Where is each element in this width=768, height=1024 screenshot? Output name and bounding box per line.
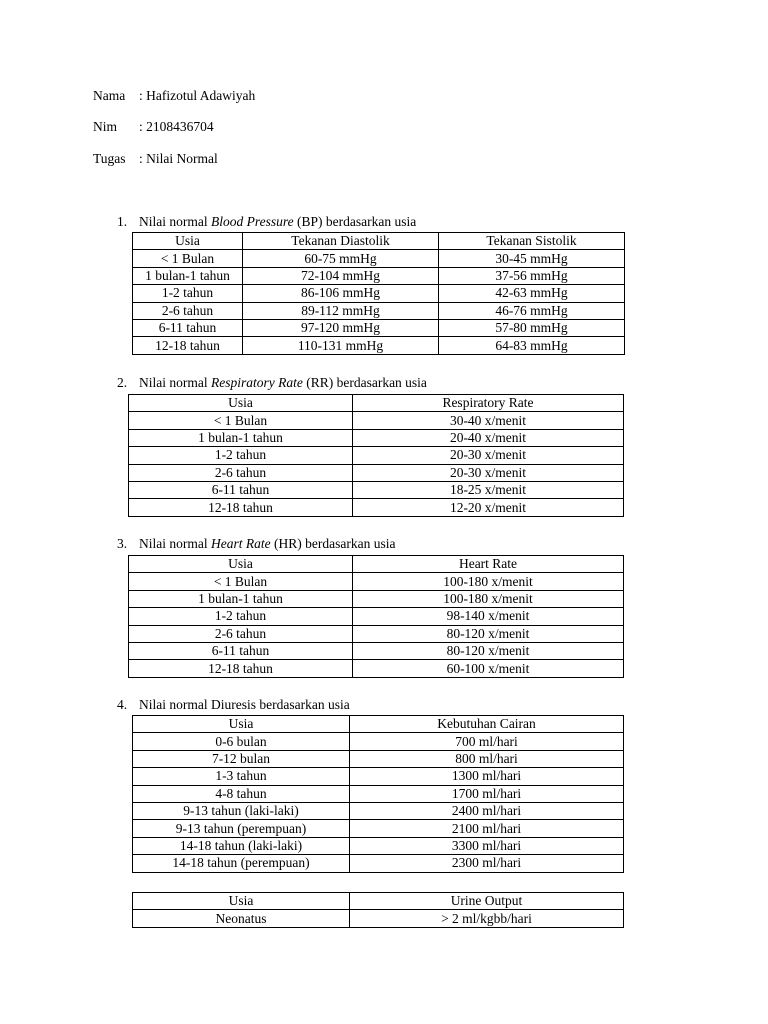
- table-row: [133, 267, 625, 284]
- table-diuresis: [132, 715, 624, 873]
- table-row: [133, 785, 624, 802]
- table-cell: 100-180 x/menit: [353, 573, 624, 590]
- header-key: Nama: [93, 88, 126, 103]
- table-cell: 100-180 x/menit: [353, 590, 624, 607]
- table-row: [133, 837, 624, 854]
- table-cell: 86-106 mmHg: [243, 285, 439, 302]
- column-header: Usia: [129, 395, 353, 412]
- column-header: Usia: [133, 893, 350, 910]
- table-row: [133, 750, 624, 767]
- table-cell: 42-63 mmHg: [439, 285, 625, 302]
- table-cell: 1-2 tahun: [129, 608, 353, 625]
- table-cell: 46-76 mmHg: [439, 302, 625, 319]
- header-tugas: [93, 151, 218, 167]
- table-cell: 2-6 tahun: [129, 464, 353, 481]
- table-cell: 1700 ml/hari: [350, 785, 624, 802]
- column-header: Heart Rate: [353, 556, 624, 573]
- table-cell: 20-40 x/menit: [353, 429, 624, 446]
- table-header-row: [133, 716, 624, 733]
- table-cell: 12-18 tahun: [129, 499, 353, 516]
- table-cell: 37-56 mmHg: [439, 267, 625, 284]
- table-row: [133, 337, 625, 354]
- title-emphasis: Respiratory Rate: [210, 375, 303, 390]
- title-emphasis: Blood Pressure: [210, 214, 294, 229]
- table-row: [129, 660, 624, 677]
- section-number: 4.: [117, 697, 128, 712]
- table-row: [133, 302, 625, 319]
- table-heart-rate: [128, 555, 624, 678]
- header-value: : 2108436704: [139, 119, 214, 134]
- table-header-row: [133, 233, 625, 250]
- table-row: [133, 733, 624, 750]
- table-row: [129, 412, 624, 429]
- table-blood-pressure: [132, 232, 625, 355]
- table-cell: 2300 ml/hari: [350, 855, 624, 872]
- table-row: [133, 250, 625, 267]
- table-row: [129, 447, 624, 464]
- table-cell: 89-112 mmHg: [243, 302, 439, 319]
- title-text: Nilai normal: [139, 375, 211, 390]
- table-cell: 9-13 tahun (laki-laki): [133, 802, 350, 819]
- table-cell: 6-11 tahun: [129, 481, 353, 498]
- table-cell: 57-80 mmHg: [439, 319, 625, 336]
- table-row: [133, 820, 624, 837]
- table-cell: 3300 ml/hari: [350, 837, 624, 854]
- header-nama: [93, 88, 255, 104]
- table-cell: 14-18 tahun (perempuan): [133, 855, 350, 872]
- table-cell: 80-120 x/menit: [353, 625, 624, 642]
- table-cell: 18-25 x/menit: [353, 481, 624, 498]
- table-cell: 700 ml/hari: [350, 733, 624, 750]
- table-row: [129, 625, 624, 642]
- title-text-end: (BP) berdasarkan usia: [293, 214, 417, 229]
- table-cell: < 1 Bulan: [129, 573, 353, 590]
- table-cell: 1300 ml/hari: [350, 768, 624, 785]
- table-cell: > 2 ml/kgbb/hari: [350, 910, 624, 927]
- table-row: [133, 285, 625, 302]
- table-cell: 14-18 tahun (laki-laki): [133, 837, 350, 854]
- table-cell: 1-3 tahun: [133, 768, 350, 785]
- title-emphasis: Heart Rate: [210, 536, 271, 551]
- table-cell: 1 bulan-1 tahun: [129, 429, 353, 446]
- header-key: Nim: [93, 119, 118, 134]
- table-row: [129, 608, 624, 625]
- table-cell: 20-30 x/menit: [353, 447, 624, 464]
- table-cell: 30-45 mmHg: [439, 250, 625, 267]
- title-text: Nilai normal: [139, 214, 211, 229]
- table-cell: 60-100 x/menit: [353, 660, 624, 677]
- section-4-title: [117, 697, 350, 713]
- table-row: [133, 855, 624, 872]
- table-cell: 20-30 x/menit: [353, 464, 624, 481]
- title-text-end: (HR) berdasarkan usia: [270, 536, 396, 551]
- table-row: [129, 590, 624, 607]
- title-text: Nilai normal: [139, 536, 211, 551]
- table-cell: < 1 Bulan: [133, 250, 243, 267]
- table-cell: 60-75 mmHg: [243, 250, 439, 267]
- title-text: Nilai normal Diuresis berdasarkan usia: [139, 697, 350, 712]
- table-header-row: [129, 556, 624, 573]
- table-row: [133, 768, 624, 785]
- table-row: [129, 481, 624, 498]
- table-cell: 12-20 x/menit: [353, 499, 624, 516]
- table-header-row: [129, 395, 624, 412]
- column-header: Tekanan Diastolik: [243, 233, 439, 250]
- column-header: Tekanan Sistolik: [439, 233, 625, 250]
- column-header: Kebutuhan Cairan: [350, 716, 624, 733]
- header-value: : Hafizotul Adawiyah: [139, 88, 256, 103]
- table-cell: 1 bulan-1 tahun: [129, 590, 353, 607]
- table-cell: Neonatus: [133, 910, 350, 927]
- table-row: [133, 319, 625, 336]
- table-row: [133, 910, 624, 927]
- section-2-title: [117, 375, 427, 391]
- table-cell: 6-11 tahun: [133, 319, 243, 336]
- table-urine-output: [132, 892, 624, 928]
- table-row: [129, 429, 624, 446]
- table-cell: 30-40 x/menit: [353, 412, 624, 429]
- section-1-title: [117, 214, 416, 230]
- column-header: Respiratory Rate: [353, 395, 624, 412]
- table-row: [129, 573, 624, 590]
- section-3-title: [117, 536, 395, 552]
- column-header: Usia: [129, 556, 353, 573]
- table-header-row: [133, 893, 624, 910]
- table-cell: 97-120 mmHg: [243, 319, 439, 336]
- table-cell: 72-104 mmHg: [243, 267, 439, 284]
- table-cell: 1-2 tahun: [133, 285, 243, 302]
- table-cell: 7-12 bulan: [133, 750, 350, 767]
- table-cell: 1 bulan-1 tahun: [133, 267, 243, 284]
- table-row: [129, 642, 624, 659]
- header-key: Tugas: [93, 151, 126, 166]
- table-cell: 1-2 tahun: [129, 447, 353, 464]
- header-nim: [93, 119, 214, 135]
- section-number: 2.: [117, 375, 128, 390]
- table-cell: 110-131 mmHg: [243, 337, 439, 354]
- column-header: Usia: [133, 716, 350, 733]
- table-row: [129, 499, 624, 516]
- column-header: Usia: [133, 233, 243, 250]
- table-cell: 12-18 tahun: [133, 337, 243, 354]
- table-cell: 2400 ml/hari: [350, 802, 624, 819]
- table-cell: 2-6 tahun: [129, 625, 353, 642]
- table-row: [133, 802, 624, 819]
- table-cell: 9-13 tahun (perempuan): [133, 820, 350, 837]
- column-header: Urine Output: [350, 893, 624, 910]
- title-text-end: (RR) berdasarkan usia: [302, 375, 427, 390]
- table-cell: 0-6 bulan: [133, 733, 350, 750]
- table-cell: 64-83 mmHg: [439, 337, 625, 354]
- table-cell: 80-120 x/menit: [353, 642, 624, 659]
- table-row: [129, 464, 624, 481]
- table-cell: < 1 Bulan: [129, 412, 353, 429]
- table-cell: 2100 ml/hari: [350, 820, 624, 837]
- table-cell: 4-8 tahun: [133, 785, 350, 802]
- table-cell: 98-140 x/menit: [353, 608, 624, 625]
- table-cell: 12-18 tahun: [129, 660, 353, 677]
- table-cell: 6-11 tahun: [129, 642, 353, 659]
- header-value: : Nilai Normal: [139, 151, 218, 166]
- section-number: 1.: [117, 214, 128, 229]
- table-cell: 2-6 tahun: [133, 302, 243, 319]
- table-cell: 800 ml/hari: [350, 750, 624, 767]
- table-respiratory-rate: [128, 394, 624, 517]
- section-number: 3.: [117, 536, 128, 551]
